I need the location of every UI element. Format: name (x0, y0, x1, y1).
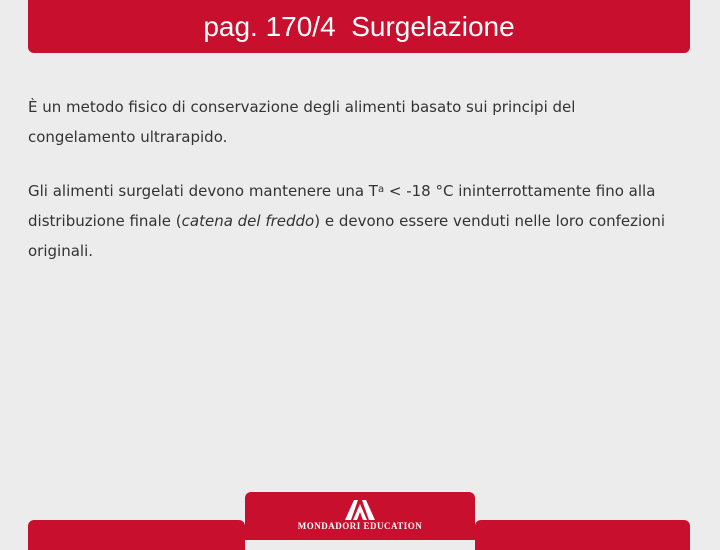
definition-text: È un metodo fisico di conservazione degli alimenti basato sui principi del (28, 98, 576, 116)
temperature-text-end: ) e devono essere venduti nelle loro confezioni originali. (28, 212, 666, 260)
temperature-text-middle: < -18 °C ininterrottamente fino alla distribuzione finale ( (28, 182, 656, 230)
publisher-logo (245, 492, 475, 540)
footer-bar-right (475, 520, 690, 550)
logo-text: MONDADORI EDUCATION (297, 521, 423, 531)
title-bar (28, 0, 690, 53)
footer-bar-left (28, 520, 245, 550)
cold-chain-term: catena del freddo (181, 212, 315, 230)
temperature-text-start: Gli alimenti surgelati devono mantenere una T (28, 182, 378, 200)
content-area (28, 92, 688, 289)
paragraph-temperature (28, 175, 688, 266)
page-title: pag. 170/4 Surgelazione (203, 10, 515, 42)
definition-end: . (222, 128, 228, 146)
definition-keyword: congelamento ultrarapido (28, 128, 223, 146)
temperature-superscript: a (377, 184, 385, 195)
mondadori-logo-icon (343, 498, 377, 520)
paragraph-definition (28, 92, 688, 152)
